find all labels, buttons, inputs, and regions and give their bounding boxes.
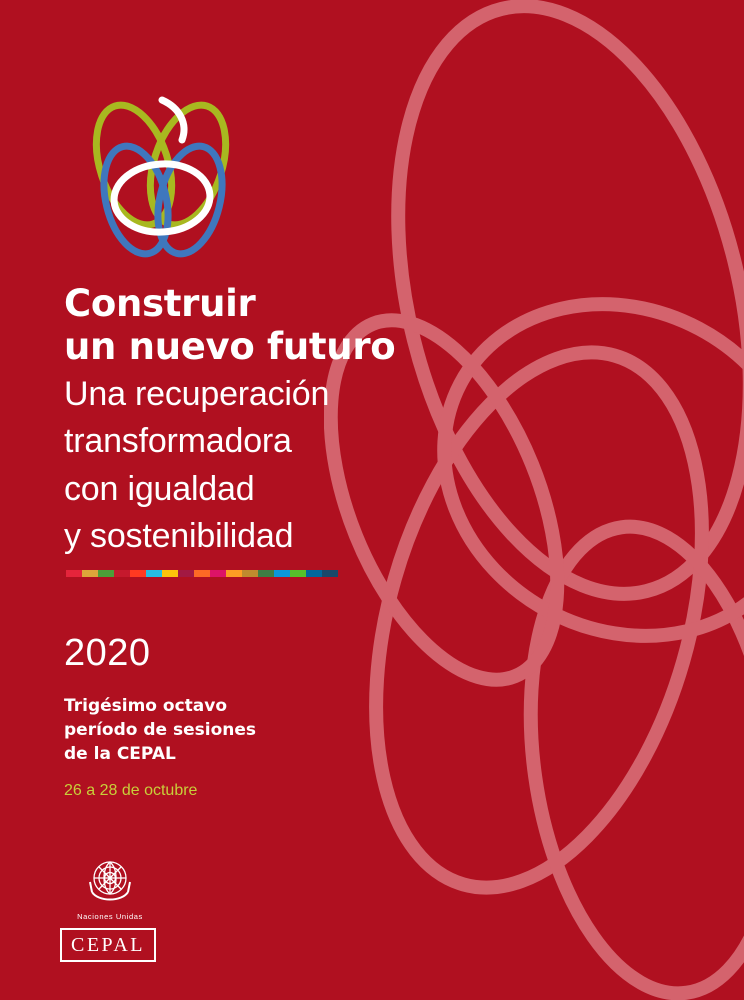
sdg-color-segment xyxy=(82,570,98,577)
united-nations-emblem-icon xyxy=(62,852,158,908)
session-line-2: período de sesiones xyxy=(64,720,256,741)
sdg-color-segment xyxy=(258,570,274,577)
page-subtitle-line3: con igualdad xyxy=(64,469,255,508)
page-subtitle-line4: y sostenibilidad xyxy=(64,517,294,556)
sdg-color-segment xyxy=(274,570,290,577)
sdg-color-segment xyxy=(146,570,162,577)
session-line-1: Trigésimo octavo xyxy=(64,696,228,716)
session-line-3: de la CEPAL xyxy=(64,744,176,765)
cover-title-block xyxy=(64,282,404,559)
united-nations-emblem xyxy=(62,852,158,921)
sdg-color-segment xyxy=(114,570,130,577)
page-subtitle-line1: Una recuperación xyxy=(64,374,330,413)
publication-year: 2020 xyxy=(64,632,151,674)
session-info xyxy=(64,694,394,766)
page-subtitle-line2: transformadora xyxy=(64,422,292,461)
sdg-color-segment xyxy=(290,570,306,577)
sdg-color-segment xyxy=(306,570,322,577)
sdg-color-segment xyxy=(98,570,114,577)
cepal-loops-logo-icon xyxy=(62,70,262,270)
page-title-bold-line1: Construir xyxy=(64,282,256,325)
sdg-color-segment xyxy=(162,570,178,577)
sdg-color-segment xyxy=(322,570,338,577)
sdg-color-segment xyxy=(210,570,226,577)
session-dates: 26 a 28 de octubre xyxy=(64,782,198,799)
sdg-color-segment xyxy=(66,570,82,577)
sdg-color-segment xyxy=(242,570,258,577)
page-title-bold-line2: un nuevo futuro xyxy=(64,325,396,369)
sdg-color-segment xyxy=(130,570,146,577)
sdg-color-segment xyxy=(194,570,210,577)
cepal-wordmark: CEPAL xyxy=(60,928,156,962)
sdg-color-bar xyxy=(66,570,338,577)
sdg-color-segment xyxy=(178,570,194,577)
sdg-color-segment xyxy=(226,570,242,577)
united-nations-label: Naciones Unidas xyxy=(77,912,143,921)
